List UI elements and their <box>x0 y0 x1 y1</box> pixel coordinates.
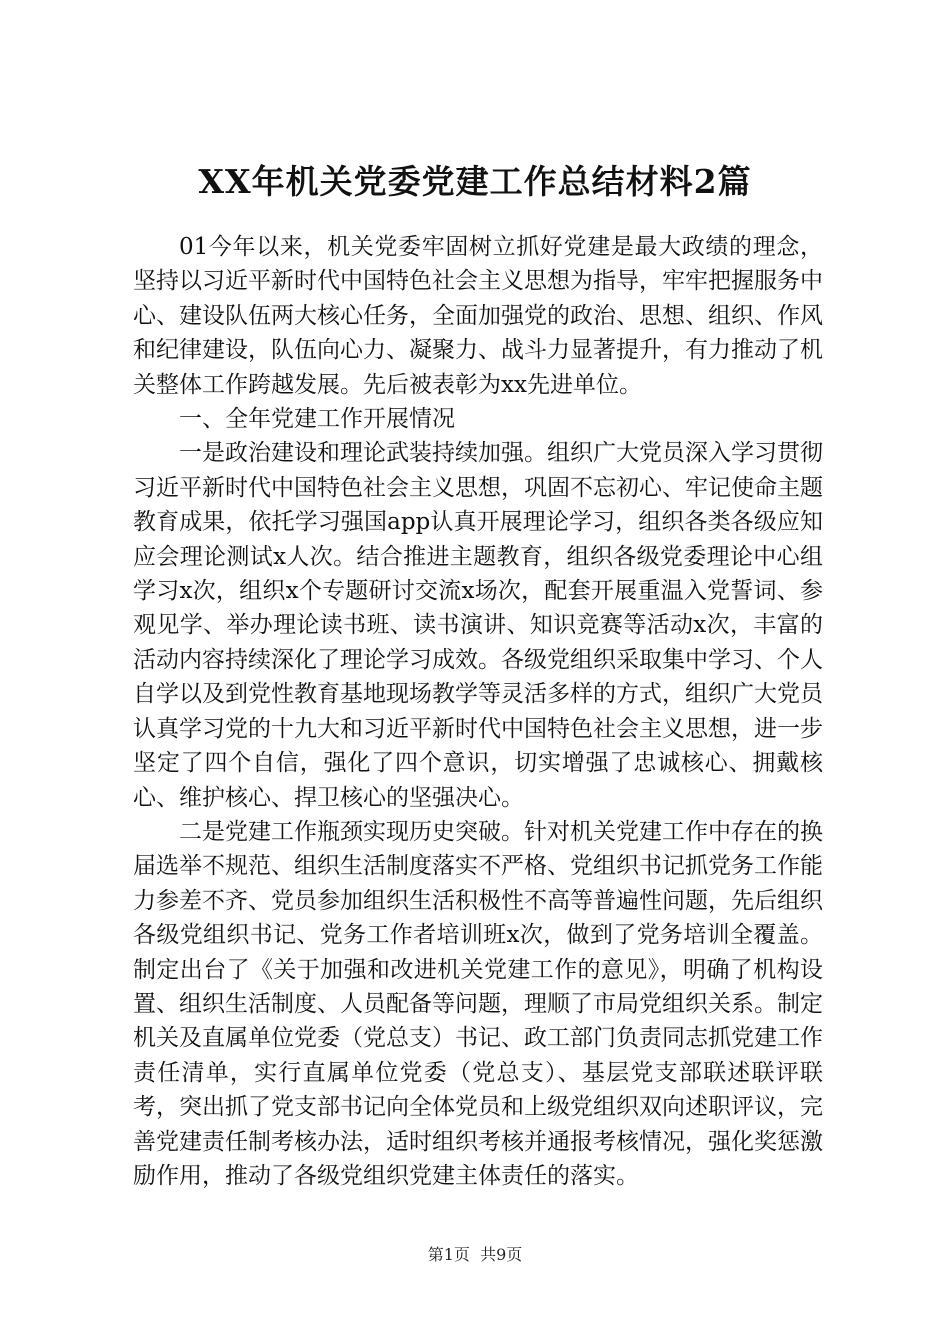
intro-paragraph: 01今年以来，机关党委牢固树立抓好党建是最大政绩的理念，坚持以习近平新时代中国特色社会主义思想为指导，牢牢把握服务中心、建设队伍两大核心任务，全面加强党的政治、思想、组织、作风和纪律建设，队伍向心力、凝聚力、战斗力显著提升，有力推动了机关整体工作跨越发展。先后被表彰为xx先进单位。 <box>133 234 823 398</box>
body-paragraph-breakthrough: 二是党建工作瓶颈实现历史突破。针对机关党建工作中存在的换届选举不规范、组织生活制度落实不严格、党组织书记抓党务工作能力参差不齐、党员参加组织生活积极性不高等普遍性问题，先后组织各级党组织书记、党务工作者培训班x次，做到了党务培训全覆盖。制定出台了《关于加强和改进机关党建工作的意见》，明确了机构设置、组织生活制度、人员配备等问题，理顺了市局党组织关系。制定机关及直属单位党委（党总支）书记、政工部门负责同志抓党建工作责任清单，实行直属单位党委（党总支）、基层党支部联述联评联考，突出抓了党支部书记向全体党员和上级党组织双向述职评议，完善党建责任制考核办法，适时组织考核并通报考核情况，强化奖惩激励作用，推动了各级党组织党建主体责任的落实。 <box>133 818 823 1189</box>
document-body <box>133 230 823 1193</box>
section-heading: 一、全年党建工作开展情况 <box>179 406 455 433</box>
document-title: XX年机关党委党建工作总结材料2篇 <box>198 162 752 201</box>
page-footer <box>0 1244 950 1266</box>
page-total: 共9页 <box>480 1245 523 1264</box>
body-paragraph-political: 一是政治建设和理论武装持续加强。组织广大党员深入学习贯彻习近平新时代中国特色社会主义思想，巩固不忘初心、牢记使命主题教育成果，依托学习强国app认真开展理论学习，组织各类各级应知应会理论测试x人次。结合推进主题教育，组织各级党委理论中心组学习x次，组织x个专题研讨交流x场次，配套开展重温入党誓词、参观见学、举办理论读书班、读书演讲、知识竞赛等活动x次，丰富的活动内容持续深化了理论学习成效。各级党组织采取集中学习、个人自学以及到党性教育基地现场教学等灵活多样的方式，组织广大党员认真学习党的十九大和习近平新时代中国特色社会主义思想，进一步坚定了四个自信，强化了四个意识，切实增强了忠诚核心、拥戴核心、维护核心、捍卫核心的坚强决心。 <box>133 440 823 811</box>
page-number: 第1页 <box>427 1245 470 1264</box>
